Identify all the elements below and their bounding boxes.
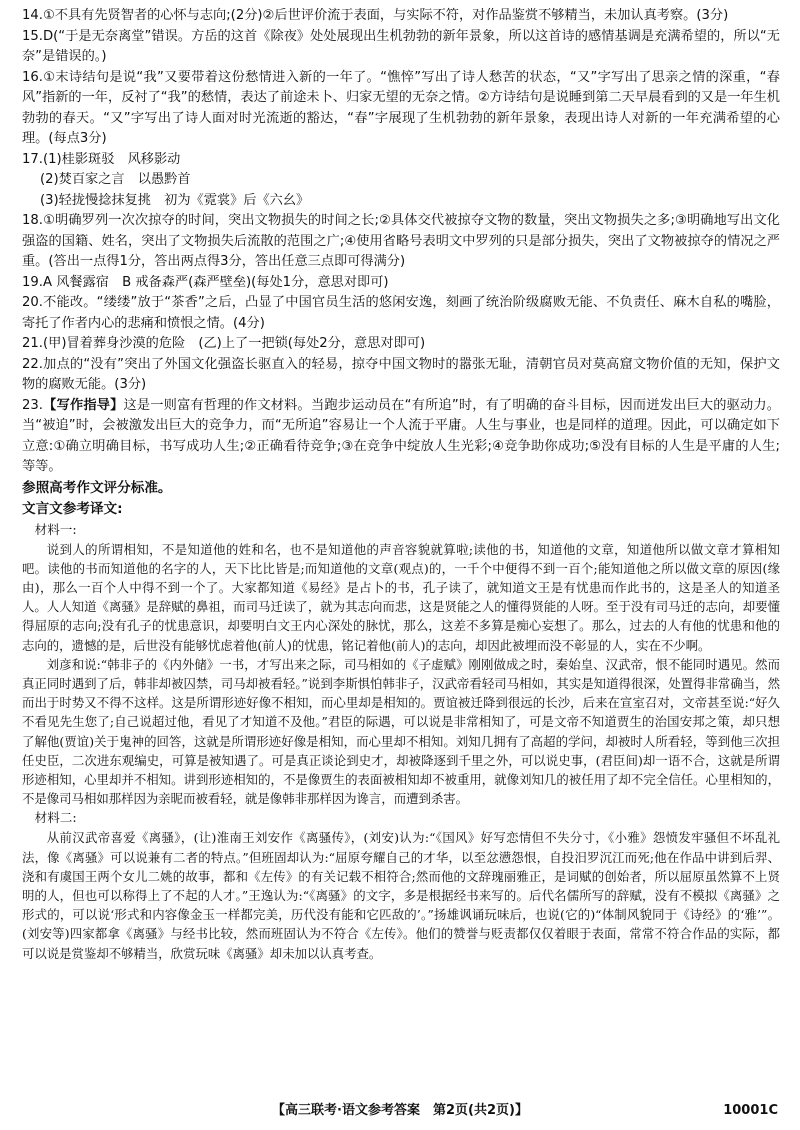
document-code: 10001C — [723, 1103, 778, 1118]
answer-17-part-2: (2)焚百家之言 以愚黔首 — [40, 172, 191, 187]
material-1-paragraph: 刘彦和说:“韩非子的《内外储》一书，才写出来之际，司马相如的《子虚赋》刚刚做成之时，秦始皇、汉武帝，恨不能同时遇见。然而真正同时遇到了后，韩非却被囚禁，司马却被看轻。”说到李斯惧怕韩非子，汉武帝看轻司马相如，其实是知道得很深，处置得非常确当，然而出于时势又不得不这样。这是所谓形迹好像不相知，而心里却是相知的。贾谊被迁降到很远的长沙，后来在宣室召对，文帝甚至说:“好久不看见先生您了;自己说超过他，看见了才知道不及他。”君臣的际遇，可以说是非常相知了，可是文帝不知道贾生的治国安邦之策，却只想了解他(贾谊)关于鬼神的回答，这就是所谓形迹好像是相知，而心里却不相知。刘知几拥有了高超的学问，却被时人所看轻，等到他三次担任史臣，二次进东观编史，可算是被知遇了。可是真正谈论到史才，却被降逐到千里之外，可以说史事，(君臣间)却一语不合，这就是所谓形迹相知，心里却并不相知。讲到形迹相知的，不是像贾生的表面被相知却不被重用，就像刘知几的被任用了却不完全信任。心里相知的，不是像司马相如那样因为亲昵而被看轻，就是像韩非那样因为谗言，而遭到杀害。 — [22, 656, 780, 807]
answer-20: 20.不能改。“缕缕”放于“茶香”之后，凸显了中国官员生活的悠闲安逸，刻画了统治阶级腐败无能、不负责任、麻木自私的嘴脸，寄托了作者内心的悲痛和愤恨之情。(4分) — [22, 295, 780, 331]
page-footer — [0, 1100, 800, 1122]
answer-content — [22, 6, 780, 963]
writing-guide-label: 【写作指导】 — [42, 397, 124, 413]
answer-19: 19.A 风餐露宿 B 戒备森严(森严壁垒)(每处1分，意思对即可) — [22, 274, 389, 290]
scoring-note: 参照高考作文评分标准。 — [22, 479, 172, 496]
translation-heading: 文言文参考译文: — [22, 500, 123, 517]
material-2-paragraph: 从前汉武帝喜爱《离骚》，(让)淮南王刘安作《离骚传》，(刘安)认为:“《国风》好写恋情但不失分寸，《小雅》怨愤发牢骚但不坏乱礼法，像《离骚》可以说兼有二者的特点。”但班固却认为:“屈原夸耀自己的才华，以至忿懑怨恨，自投汨罗沉江而死;他在作品中讲到后羿、浇和有虞国王两个女儿二姚的故事，都和《左传》的有关记载不相符合;然而他的文辞瑰丽雅正，是词赋的创始者，所以屈原虽然算不上贤明的人，但也可以称得上了不起的人才。”王逸认为:“《离骚》的文字，多是根据经书来写的。后代名儒所写的辞赋，没有不模拟《离骚》之形式的，可以说‘形式和内容像金玉一样都完美，历代没有能和它匹敌的’。”扬雄讽诵玩味后，也说(它的)“体制风貌同于《诗经》的‘雅’”。(刘安等)四家都拿《离骚》与经书比较，然而班固认为不符合《左传》。他们的赞誉与贬责都仅仅着眼于表面，常常不符合作品的实际，都可以说是赏鉴却不够精当，欣赏玩味《离骚》却未加以认真考查。 — [22, 830, 780, 961]
answer-16: 16.①末诗结句是说“我”又要带着这份愁情进入新的一年了。“憔悴”写出了诗人愁苦的状态，“又”字写出了思亲之情的深重，“春风”指新的一年，反衬了“我”的愁情，表达了前途未卜、归家无望的无奈之情。②方诗结句是说睡到第二天早晨看到的又是一年生机勃勃的春天。“又”字写出了诗人面对时光流逝的豁达，“春”字展现了生机勃勃的新年景象，表现出诗人对新的一年充满希望的心理。(每点3分) — [22, 69, 780, 146]
answer-14: 14.①不具有先贤智者的心怀与志向;(2分)②后世评价流于表面，与实际不符，对作品鉴赏不够精当，未加认真考察。(3分) — [22, 8, 729, 23]
answer-17: 17.(1)桂影斑驳 风移影动 — [22, 151, 181, 167]
answer-17-part-3: (3)轻拢慢捻抹复挑 初为《霓裳》后《六幺》 — [40, 192, 310, 208]
answer-18: 18.①明确罗列一次次掠夺的时间，突出文物损失的时间之长;②具体交代被掠夺文物的数量，突出文物损失之多;③明确地写出文化强盗的国籍、姓名，突出了文物损失后流散的范围之广;④使用省略号表明文中罗列的只是部分损失，突出了文物被掠夺的情况之严重。(答出一点得1分，答出两点得3分，答出任意三点即可得满分) — [22, 213, 780, 269]
answer-21: 21.(甲)冒着葬身沙漠的危险 (乙)上了一把锁(每处2分，意思对即可) — [22, 336, 426, 351]
material-2-label: 材料二: — [34, 810, 77, 826]
material-1-label: 材料一: — [34, 521, 77, 537]
answer-15: 15.D(“于是无奈离堂”错误。方岳的这首《除夜》处处展现出生机勃勃的新年景象，所以这首诗的感情基调是充满希望的，所以“无奈”是错误的。) — [22, 28, 780, 64]
answer-22: 22.加点的“没有”突出了外国文化强盗长驱直入的轻易，掠夺中国文物时的嚣张无耻，清朝官员对莫高窟文物价值的无知，保护文物的腐败无能。(3分) — [22, 356, 780, 392]
material-1-paragraph: 说到人的所谓相知，不是知道他的姓和名，也不是知道他的声音容貌就算啦;读他的书，知道他的文章，知道他所以做文章才算相知吧。读他的书而知道他的名字的人，天下比比皆是;而知道他的文章(观点)的，一千个中便得不到一百个;能知道他之所以做文章的原因(缘由)，那么一百个人中得不到一个了。大家都知道《易经》是占卜的书，孔子读了，就知道文王是有忧患而作此书的，这是圣人的知道圣人。人人知道《离骚》是辞赋的鼻祖，而司马迁读了，就为其志向而悲，这是贤能之人的懂得贤能的人呀。至于没有司马迁的志向，却要懂得屈原的志向;没有孔子的忧患意识，却要明白文王内心深处的脉忧，那么，这差不多算是痴心妄想了。那么，过去的人有他的忧患和他的志向的，遗憾的是，后世没有能够忧虑着他(前人)的忧患，铭记着他(前人)的志向，却因此被埋而没不彰显的人，实在不少啊。 — [22, 541, 780, 653]
answer-23: 23.【写作指导】这是一则富有哲理的作文材料。当跑步运动员在“有所追”时，有了明确的奋斗目标，因而迸发出巨大的驱动力。当“被追”时，会被激发出巨大的竞争力，而“无所追”容易让一个人流于平庸。人生与事业，也是同样的道理。因此，可以确定如下立意:①确立明确目标，书写成功人生;②正确看待竞争;③在竞争中绽放人生光彩;④竞争助你成功;⑤没有目标的人生是平庸的人生;等等。 — [22, 397, 780, 474]
footer-title: 【高三联考·语文参考答案 第2页(共2页)】 — [272, 1103, 528, 1118]
